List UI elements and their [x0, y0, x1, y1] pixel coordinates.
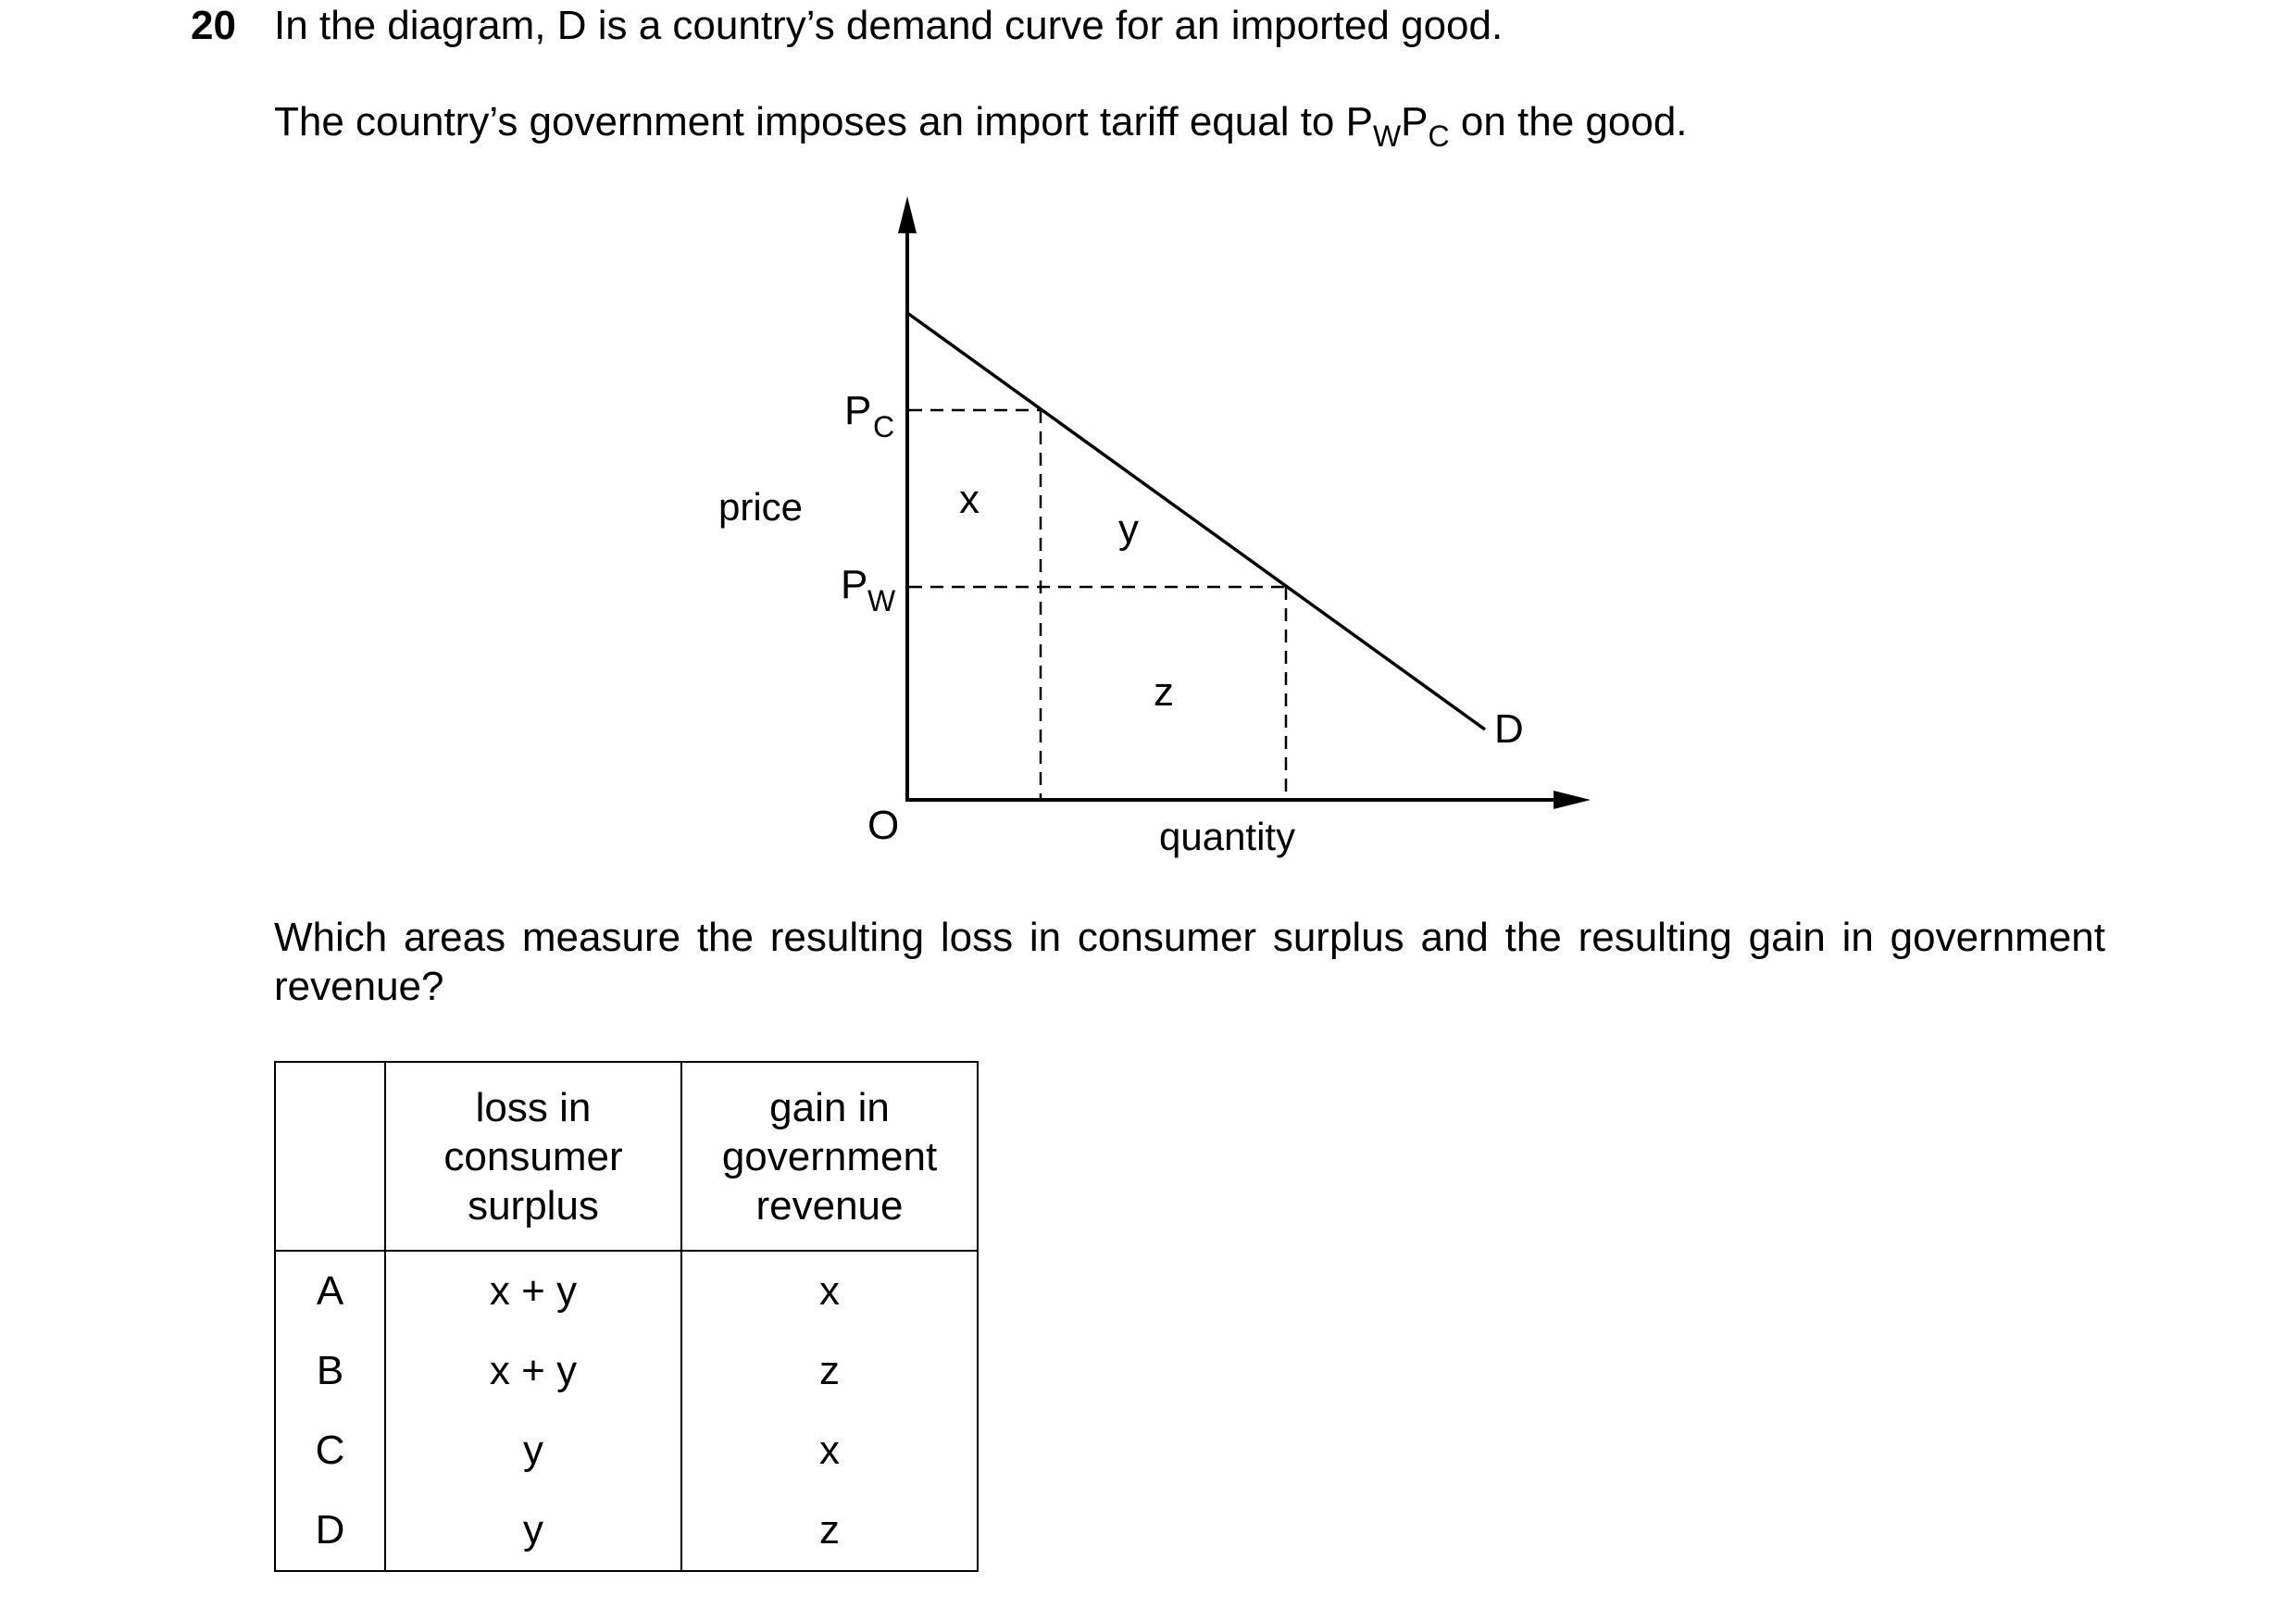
option-loss: x + y — [385, 1251, 681, 1331]
y-axis-arrow — [898, 196, 917, 233]
pw-label: P — [841, 562, 868, 607]
origin-label: O — [867, 803, 900, 848]
table-row — [275, 1491, 978, 1571]
table-header-row — [275, 1062, 978, 1251]
option-gain: x — [681, 1411, 978, 1491]
table-row — [275, 1411, 978, 1491]
table-row — [275, 1251, 978, 1331]
option-loss: y — [385, 1411, 681, 1491]
header-loss-line1: loss in — [475, 1084, 592, 1130]
header-blank — [275, 1062, 385, 1251]
question-prompt: Which areas measure the resulting loss in consumer surplus and the resulting gain in government revenue? — [274, 915, 2105, 1009]
option-gain: x — [681, 1251, 978, 1331]
header-gain-line1: gain in — [769, 1084, 890, 1130]
option-letter: D — [275, 1491, 385, 1571]
question-number: 20 — [191, 3, 236, 48]
header-loss-line3: surplus — [468, 1182, 599, 1229]
header-loss — [385, 1062, 681, 1251]
area-x-label: x — [959, 477, 980, 522]
pc-subscript: C — [873, 410, 895, 443]
table-row — [275, 1331, 978, 1411]
answer-table — [274, 1061, 979, 1572]
curve-d-label: D — [1494, 706, 1524, 752]
x-axis-arrow — [1554, 791, 1591, 809]
pw-subscript: W — [867, 584, 896, 617]
pc-label: P — [844, 388, 872, 433]
option-gain: z — [681, 1491, 978, 1571]
option-letter: C — [275, 1411, 385, 1491]
x-axis-label: quantity — [1159, 815, 1296, 858]
header-loss-line2: consumer — [443, 1133, 623, 1179]
question-text-line1: In the diagram, D is a country’s demand curve for an imported good. — [274, 3, 1504, 48]
header-gain — [681, 1062, 978, 1251]
demand-curve — [907, 313, 1485, 730]
y-axis-label: price — [718, 485, 804, 529]
option-letter: A — [275, 1251, 385, 1331]
option-loss: x + y — [385, 1331, 681, 1411]
option-loss: y — [385, 1491, 681, 1571]
option-letter: B — [275, 1331, 385, 1411]
line2-sub-w: W — [1372, 119, 1402, 153]
header-gain-line3: revenue — [755, 1182, 904, 1229]
area-z-label: z — [1154, 669, 1174, 715]
line2-post: on the good. — [1449, 99, 1688, 144]
area-y-label: y — [1118, 506, 1139, 552]
option-gain: z — [681, 1331, 978, 1411]
line2-mid: P — [1401, 99, 1429, 144]
header-gain-line2: government — [721, 1133, 938, 1179]
line2-pre: The country’s government imposes an import tariff equal to P — [274, 99, 1373, 144]
line2-sub-c: C — [1428, 119, 1450, 153]
